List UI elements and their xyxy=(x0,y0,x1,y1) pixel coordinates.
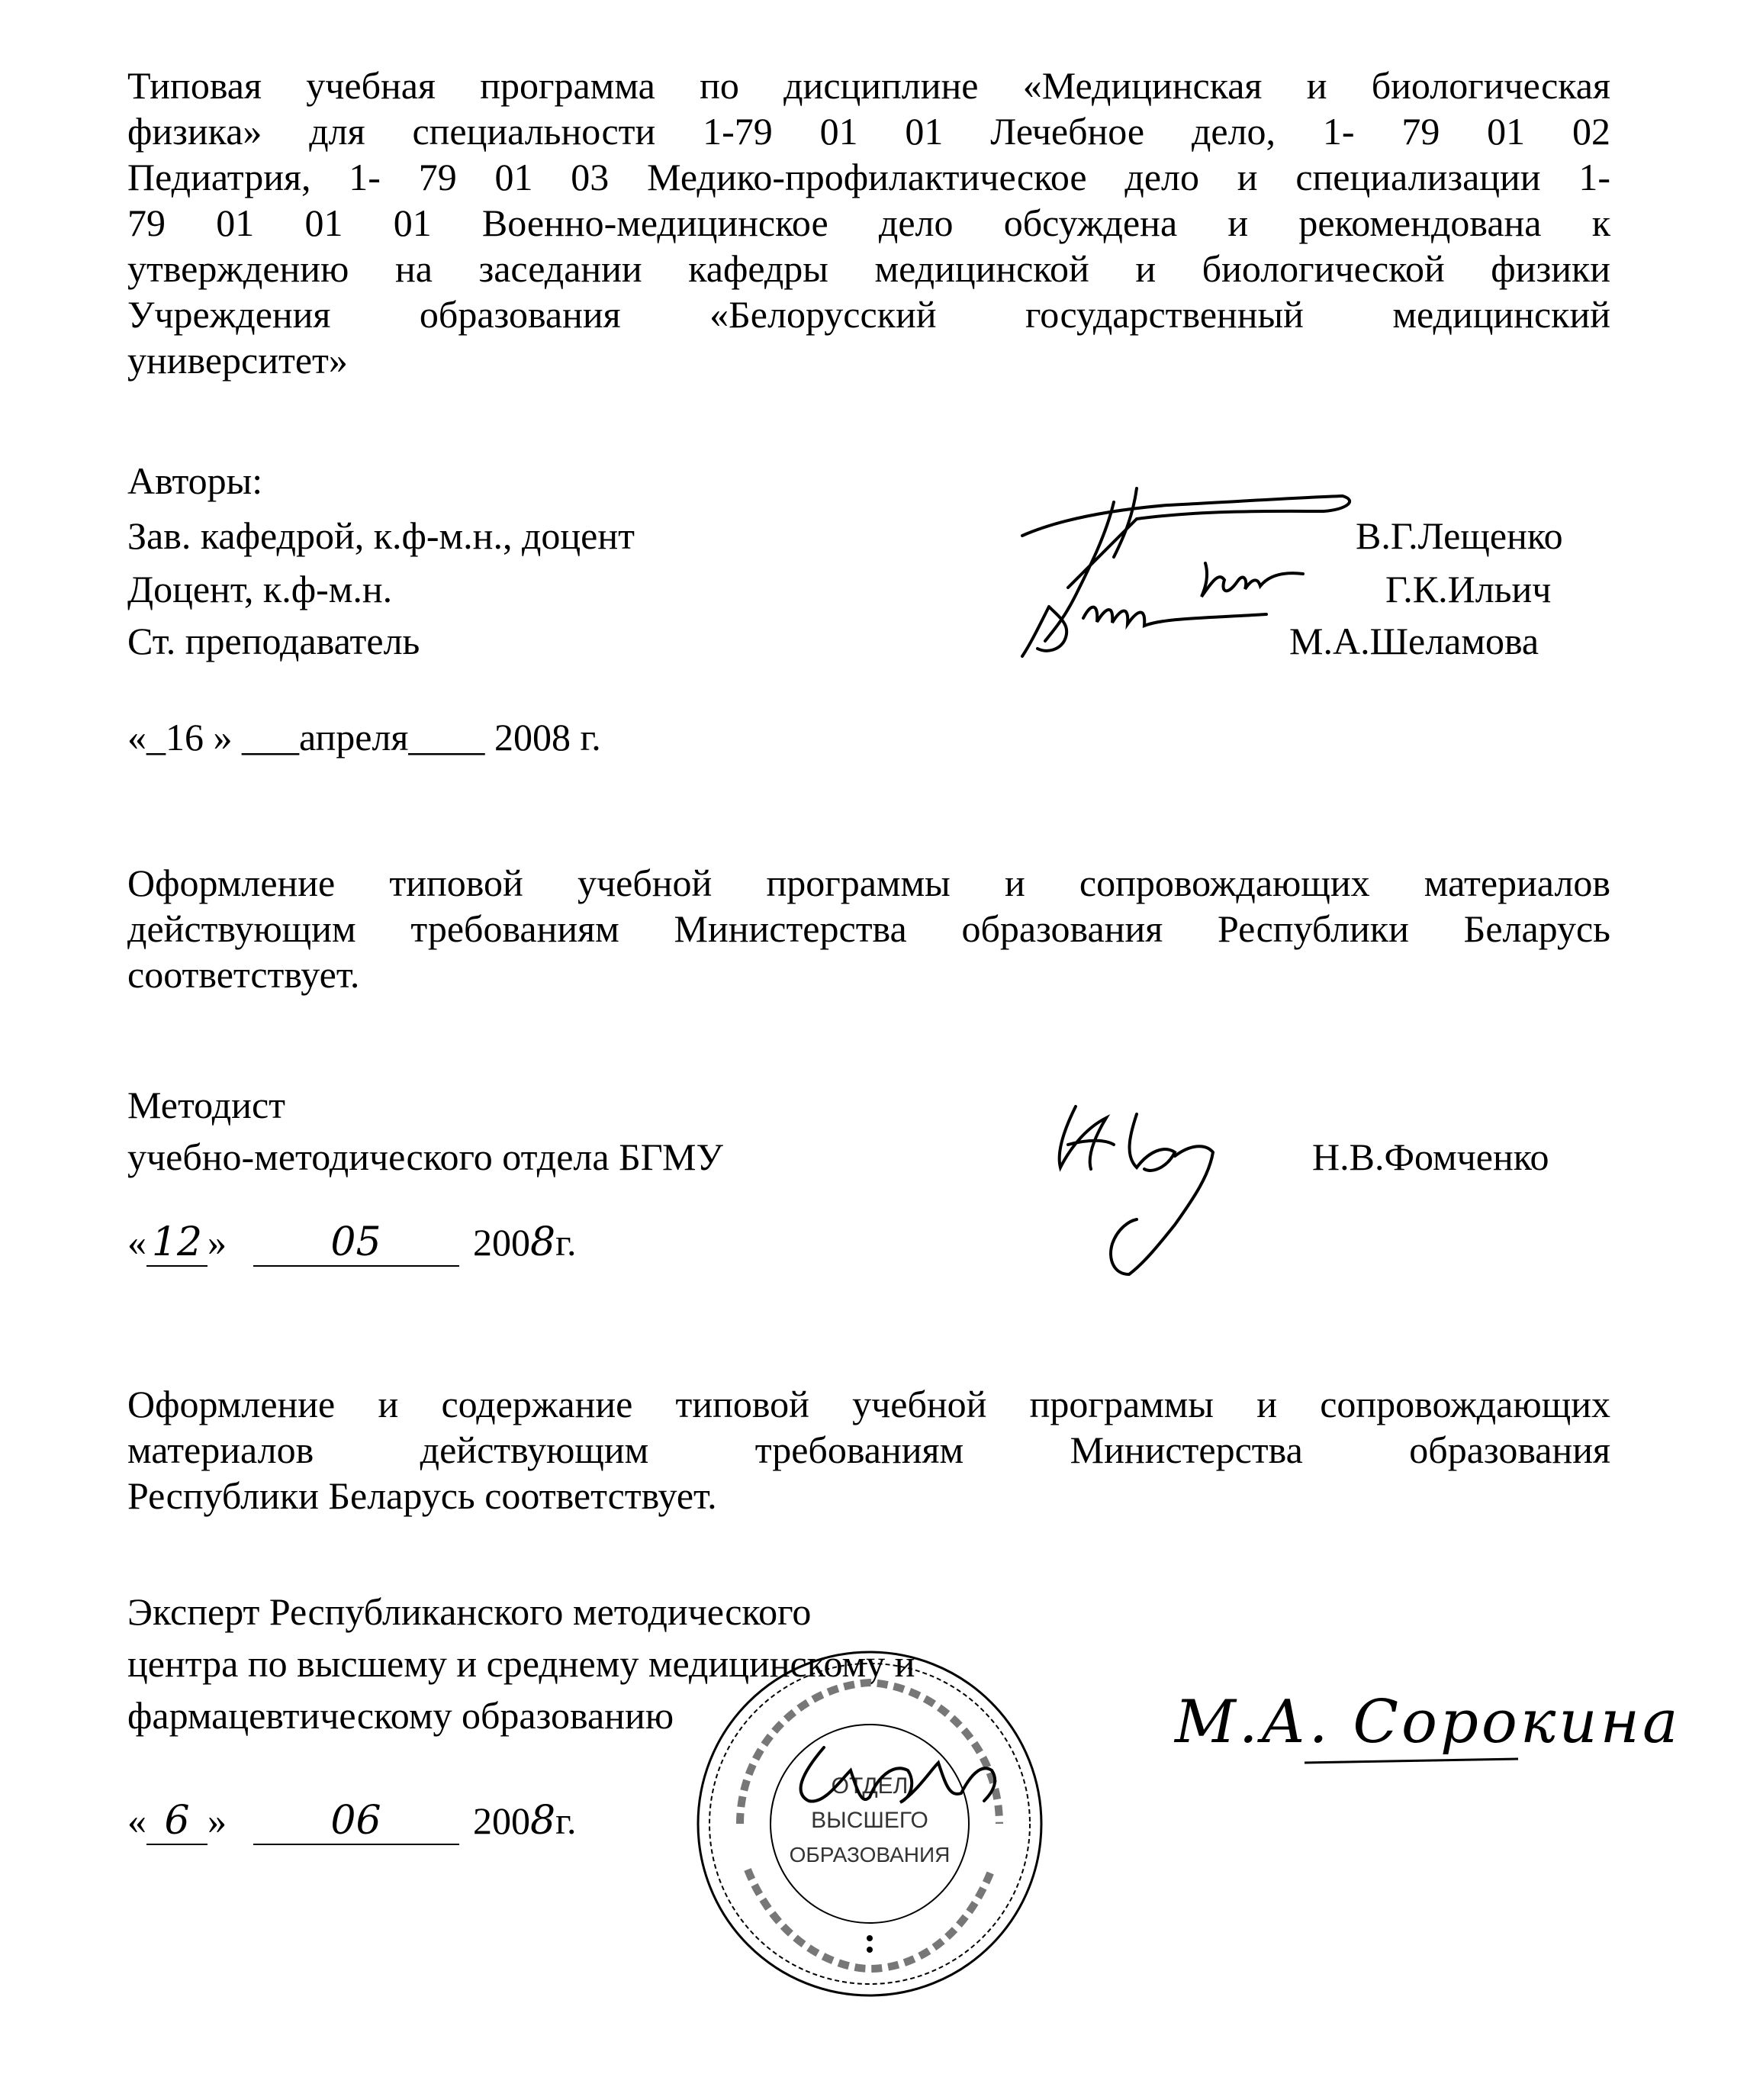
date-day: «_16 » xyxy=(127,716,233,759)
intro-line: утверждению на заседании кафедры медицинской и биологической физики xyxy=(127,247,1610,290)
date-close-quote: » xyxy=(208,1799,227,1842)
stamp-line: ВЫСШЕГО xyxy=(811,1808,928,1833)
date-year-prefix: 200 xyxy=(473,1799,530,1842)
expert-title-line: фармацевтическому образованию xyxy=(127,1694,674,1737)
stamp-line: ОТДЕЛ xyxy=(831,1773,909,1799)
date-month: 06 xyxy=(330,1798,381,1844)
author-position: Доцент, к.ф-м.н. xyxy=(127,568,393,610)
author-position: Зав. кафедрой, к.ф-м.н., доцент xyxy=(127,514,635,557)
stamp-line: ОБРАЗОВАНИЯ xyxy=(789,1843,951,1866)
compliance-paragraph-1 xyxy=(127,860,1610,997)
date-month: 05 xyxy=(330,1219,381,1265)
date-year-digit: 8 xyxy=(530,1798,556,1844)
date-day: 12 xyxy=(151,1219,203,1265)
expert-date xyxy=(127,1798,576,1845)
author-name: М.А.Шеламова xyxy=(1289,620,1539,662)
signature-underline xyxy=(1297,1755,1526,1778)
authors-heading: Авторы: xyxy=(127,459,263,502)
authors-signatures xyxy=(976,473,1373,664)
intro-line: университет» xyxy=(127,339,348,382)
intro-line: 79 01 01 01 Военно-медицинское дело обсуждена и рекомендована к xyxy=(127,201,1610,244)
methodist-signature xyxy=(1022,1084,1274,1290)
methodist-date xyxy=(127,1219,576,1267)
author-name: Г.К.Ильич xyxy=(1385,568,1552,610)
compliance-line: соответствует. xyxy=(127,953,360,996)
date-year: 2008 г. xyxy=(494,716,601,759)
date-open-quote: « xyxy=(127,1799,146,1842)
compliance-line: Оформление типовой учебной программы и сопровождающих материалов xyxy=(127,862,1610,904)
expert-handwritten-name: М.А. Сорокина xyxy=(1175,1688,1681,1757)
methodist-title: Методист xyxy=(127,1084,285,1126)
date-year-prefix: 200 xyxy=(473,1221,530,1264)
intro-paragraph xyxy=(127,63,1610,383)
date-open-quote: « xyxy=(127,1221,146,1264)
date-day: 6 xyxy=(164,1798,190,1844)
intro-line: физика» для специальности 1-79 01 01 Лечебное дело, 1- 79 01 02 xyxy=(127,110,1610,153)
authors-date xyxy=(127,714,601,760)
author-name: В.Г.Лещенко xyxy=(1356,514,1563,557)
date-close-quote: » xyxy=(208,1221,227,1264)
author-position: Ст. преподаватель xyxy=(127,620,420,662)
compliance-line: действующим требованиям Министерства образования Республики Беларусь xyxy=(127,907,1610,950)
methodist-department: учебно-методического отдела БГМУ xyxy=(127,1135,723,1178)
date-month: ___апреля____ xyxy=(242,716,485,759)
methodist-name: Н.В.Фомченко xyxy=(1312,1135,1549,1178)
expert-title-line: Эксперт Республиканского методического xyxy=(127,1590,812,1633)
intro-line: Типовая учебная программа по дисциплине «Медицинская и биологическая xyxy=(127,64,1610,107)
compliance-line: Оформление и содержание типовой учебной программы и сопровождающих xyxy=(127,1383,1610,1425)
official-stamp xyxy=(687,1641,1053,2007)
compliance-paragraph-2 xyxy=(127,1381,1610,1519)
date-year-suffix: г. xyxy=(555,1799,577,1842)
intro-line: Учреждения образования «Белорусский государственный медицинский xyxy=(127,293,1610,336)
intro-line: Педиатрия, 1- 79 01 03 Медико-профилактическое дело и специализации 1- xyxy=(127,156,1610,198)
expert-title-line: центра по высшему и среднему медицинскому и xyxy=(127,1642,915,1685)
date-year-suffix: г. xyxy=(555,1221,577,1264)
date-year-digit: 8 xyxy=(530,1219,556,1265)
compliance-line: материалов действующим требованиям Министерства образования xyxy=(127,1428,1610,1471)
compliance-line: Республики Беларусь соответствует. xyxy=(127,1474,717,1517)
